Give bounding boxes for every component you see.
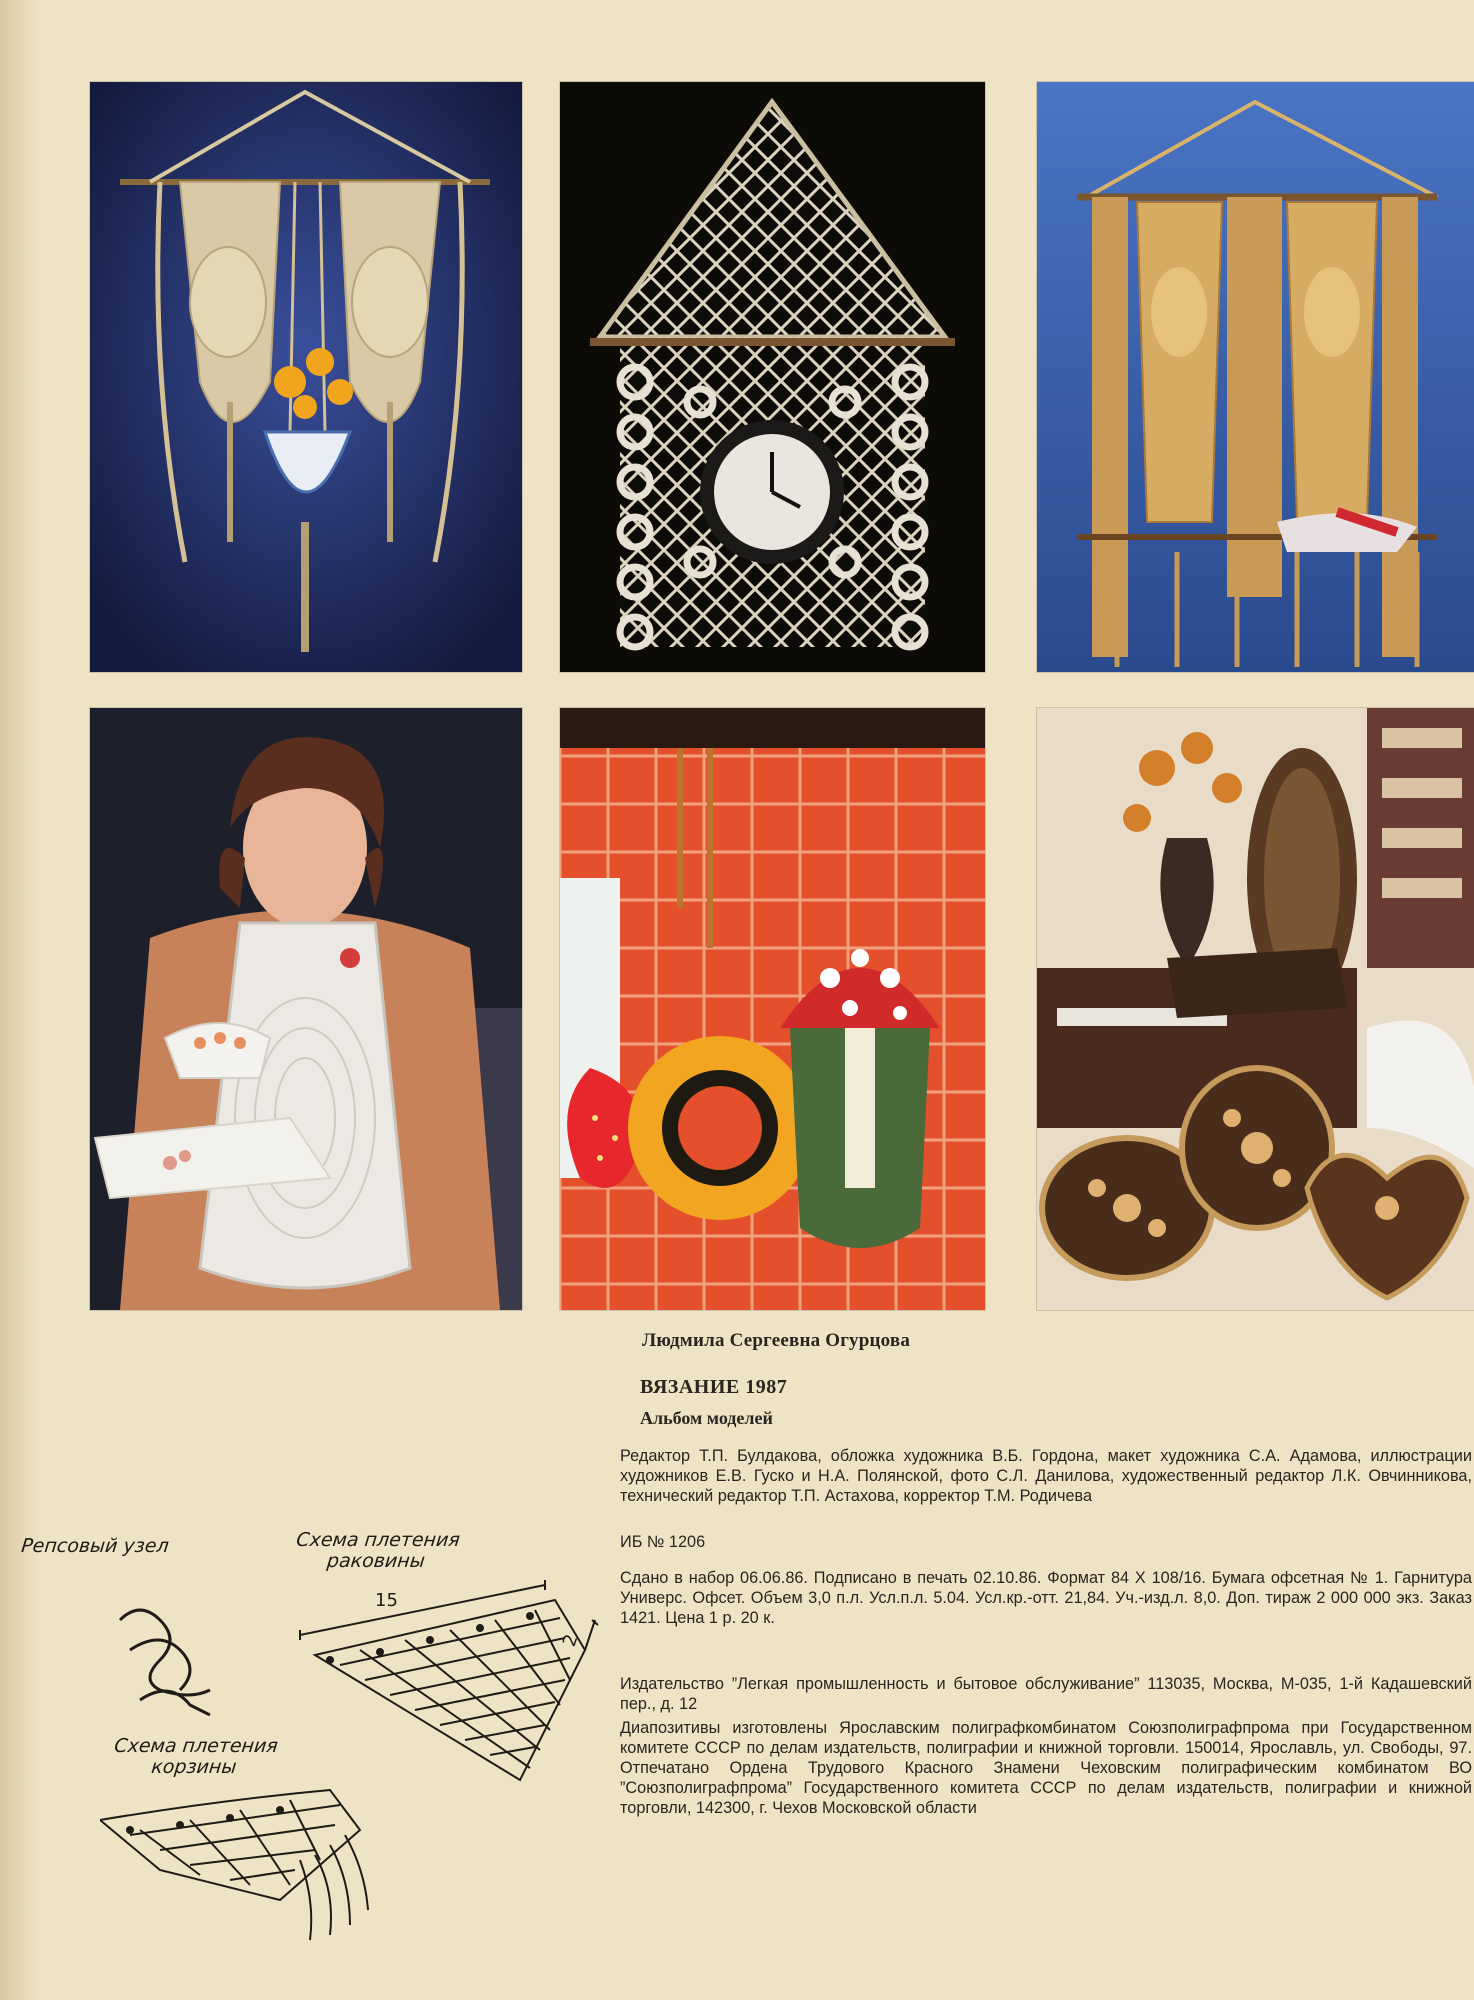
- label-reps-knot: Репсовый узел: [20, 1535, 170, 1557]
- photo-macrame-wall-panel: [1037, 82, 1474, 672]
- photo-macrame-plant-hanger: [90, 82, 522, 672]
- publisher-paragraph: Издательство ”Легкая промышленность и бытовое обслуживание” 113035, Москва, М-035, 1-й Кадашевский пер., д. 12: [620, 1675, 1472, 1713]
- reps-knot-drawing: [120, 1610, 210, 1715]
- dimension-2: 2: [558, 1631, 583, 1650]
- label-basket-scheme: Схема плетения корзины: [113, 1735, 280, 1778]
- printer-paragraph: Диапозитивы изготовлены Ярославским полиграфкомбинатом Союзполиграфпрома при Государственном комитете СССР по делам издательств, полиграфии и книжной торговли. 150014, Ярославль, ул. Свободы, 97. Отпечатано Ордена Трудового Красного Знамени Чеховским полиграфическим комбинатом ВО ”Союзполиграфпрома” Государственного комитета СССР по делам издательств, полиграфии и книжной торговли, 142300, г. Чехов Московской области: [620, 1719, 1472, 1817]
- page-edge: [0, 0, 40, 2000]
- dimension-15: 15: [375, 1590, 398, 1611]
- print-details-paragraph: Сдано в набор 06.06.86. Подписано в печать 02.10.86. Формат 84 X 108/16. Бумага офсетная № 1. Гарнитура Универс. Офсет. Объем 3,0 п.л. Усл.п.л. 5.04. Усл.кр.-отт. 21,84. Уч.-изд.л. 8,0. Доп. тираж 2 000 000 экз. Заказ 1421. Цена 1 р. 20 к.: [620, 1569, 1472, 1627]
- photo-kitchen-potholders: [560, 708, 985, 1310]
- photo-cushions-interior: [1037, 708, 1474, 1310]
- ib-number: ИБ № 1206: [620, 1533, 706, 1551]
- shell-scheme-drawing: [300, 1580, 598, 1780]
- label-shell-scheme: Схема плетения раковины: [295, 1529, 462, 1572]
- photo-woman-crochet-apron: [90, 708, 522, 1310]
- credits-paragraph: Редактор Т.П. Булдакова, обложка художника В.Б. Гордона, макет художника С.А. Адамова, иллюстрации художников Е.В. Гуско и Н.А. Полянской, фото С.Л. Данилова, художественный редактор Л.К. Овчинникова, технический редактор Т.П. Астахова, корректор Т.М. Родичева: [620, 1447, 1472, 1505]
- author-name: Людмила Сергеевна Огурцова: [642, 1330, 911, 1351]
- photo-macrame-clock-house: [560, 82, 985, 672]
- book-title: ВЯЗАНИЕ 1987: [640, 1376, 788, 1398]
- book-subtitle: Альбом моделей: [640, 1408, 773, 1428]
- basket-scheme-drawing: [100, 1790, 368, 1940]
